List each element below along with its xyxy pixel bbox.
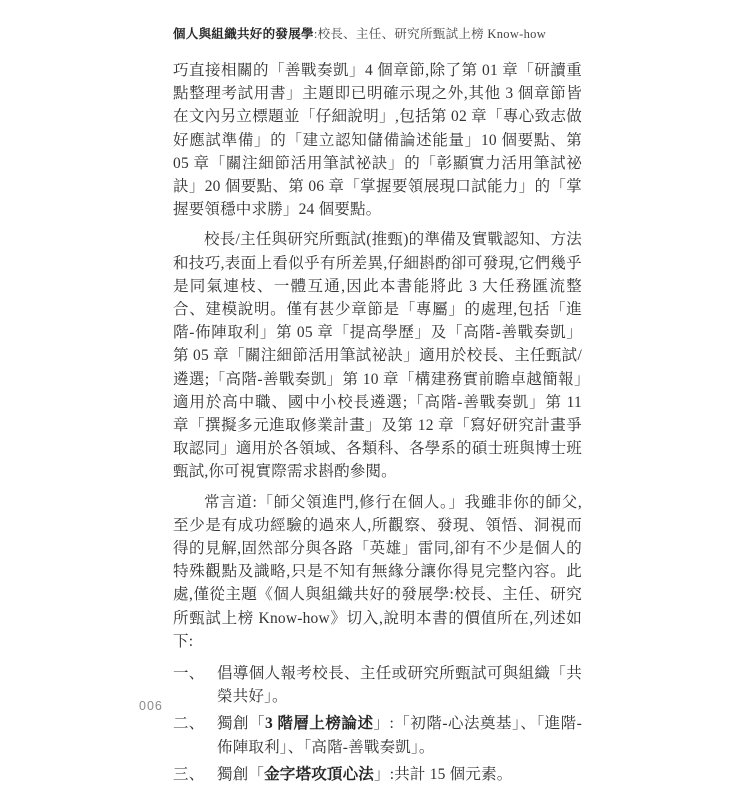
list-item-text-post: 」:「初階-心法奠基」、「進階-佈陣取利」、「高階-善戰奏凱」。 — [217, 715, 582, 756]
list-item-text-pre: 獨創「 — [217, 715, 266, 733]
running-head-subtitle: :校長、主任、研究所甄試上榜 Know-how — [313, 27, 547, 41]
list-item-text-bold: 3 階層上榜論述 — [265, 715, 374, 733]
list-item-text — [217, 766, 512, 783]
list-item — [173, 662, 582, 708]
paragraph-3: 常言道:「師父領進門,修行在個人。」我雖非你的師父,至少是有成功經驗的過來人,所觀察、發現、領悟、洞視而得的見解,固然部分與各路「英雄」雷同,卻有不少是個人的特殊觀點及識略,只是不知有無緣分讓你得見完整內容。此處,僅從主題《個人與組織共好的發展學:校長、主任、研究所甄試上榜 Know-how》切入,說明本書的價值所在,列述如下: — [173, 493, 582, 650]
body-text — [173, 59, 582, 786]
running-head-title: 個人與組織共好的發展學 — [173, 27, 314, 41]
list-item-text-pre: 獨創「 — [217, 765, 265, 783]
list-item — [173, 763, 582, 786]
paragraph-2: 校長/主任與研究所甄試(推甄)的準備及實戰認知、方法和技巧,表面上看似乎有所差異,仔細斟酌卻可發現,它們幾乎是同氣連枝、一體互通,因此本書能將此 3 大任務匯流整合、建模說明。僅有甚少章節是「專屬」的處理,包括「進階-佈陣取利」第 05 章「提高學歷」及「高階-善戰奏凱」第 05 章「關注細節活用筆試祕訣」適用於校長、主任甄試/遴選;「高階-善戰奏凱」第 10 章「構建務實前瞻卓越簡報」適用於高中職、國中小校長遴選;「高階-善戰奏凱」第 11 章「撰擬多元進取修業計畫」及第 12 章「寫好研究計畫爭取認同」適用於各領域、各類科、各學系的碩士班與博士班甄試,你可視實際需求斟酌參閱。 — [173, 231, 582, 481]
value-list — [173, 662, 582, 786]
list-item — [173, 712, 582, 758]
list-item-text-post: 」:共計 15 個元素。 — [374, 765, 513, 783]
paragraph-1: 巧直接相關的「善戰奏凱」4 個章節,除了第 01 章「研讀重點整理考試用書」主題即已明確示現之外,其他 3 個章節皆在文內另立標題並「仔細說明」,包括第 02 章「專心致志做好應試準備」的「建立認知儲備論述能量」10 個要點、第 05 章「關注細節活用筆試祕訣」的「彰顯實力活用筆試祕訣」20 個要點、第 06 章「掌握要領展現口試能力」的「掌握要領穩中求勝」24 個要點。 — [173, 62, 582, 219]
list-item-text-bold: 金字塔攻頂心法 — [264, 765, 375, 783]
page-number: 006 — [139, 699, 163, 713]
list-marker: 二、 — [173, 715, 205, 733]
list-item-text-pre: 倡導個人報考校長、主任或研究所甄試可與組織「共榮共好」。 — [217, 665, 582, 706]
list-marker: 三、 — [173, 765, 205, 783]
list-item-text — [217, 665, 582, 705]
list-marker: 一、 — [173, 665, 205, 683]
running-head — [173, 26, 593, 43]
